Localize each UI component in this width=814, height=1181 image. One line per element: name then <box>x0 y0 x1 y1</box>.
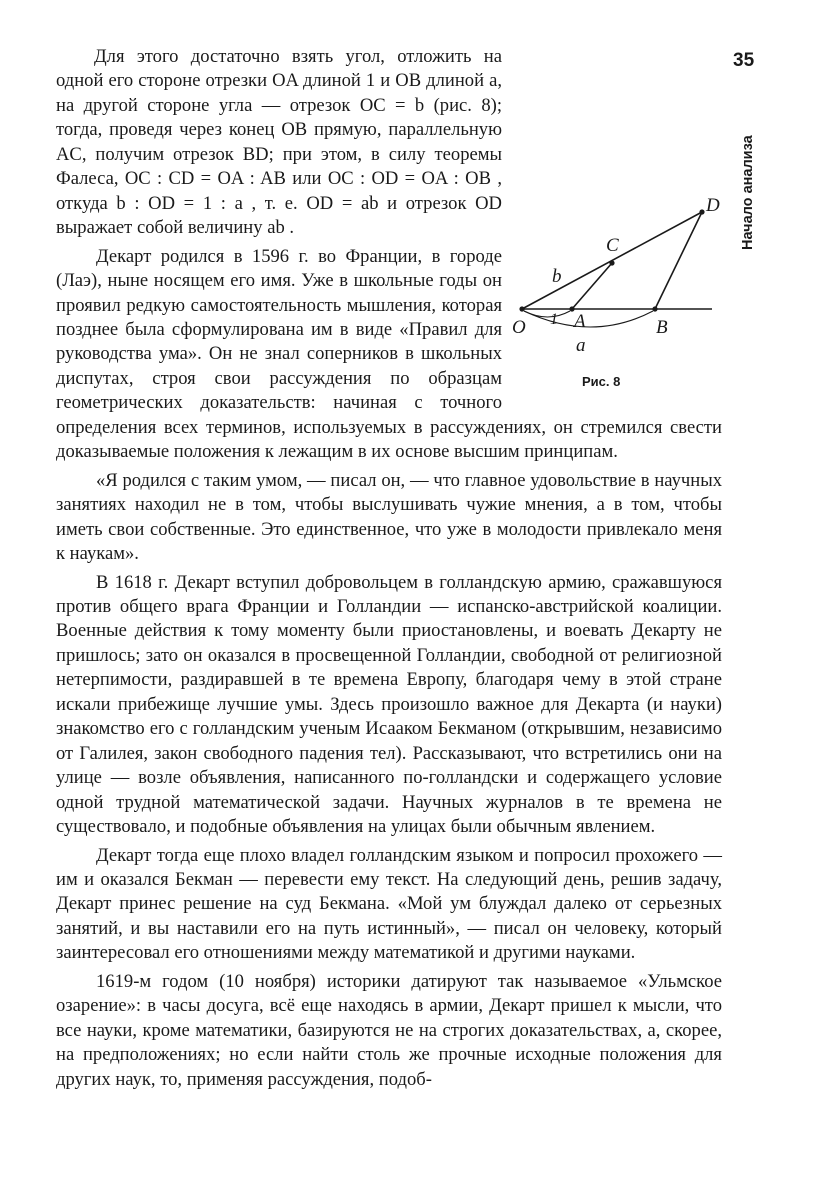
segment-ac <box>572 263 612 309</box>
label-a: A <box>574 311 586 332</box>
brace-one <box>524 311 570 317</box>
figure-caption: Рис. 8 <box>582 374 621 389</box>
body-text <box>56 45 722 1092</box>
label-c: C <box>606 235 619 256</box>
label-one: 1 <box>550 311 558 328</box>
paragraph-1: Для этого достаточно взять угол, отложить на одной его стороне отрезки OA длиной 1 и OB длиной a, на другой стороне угла — отрезок OC = b (рис. 8); тогда, проведя через конец OB прямую, параллельную AC, получим отрезок BD; при этом, в силу теоремы Фалеса, OC : CD = OA : AB или OC : OD = OA : OB , откуда b : OD = 1 : a , т. е. OD = ab и отрезок OD выражает собой величину ab . <box>56 46 502 239</box>
page-number: 35 <box>733 50 755 71</box>
paragraph-2: Декарт родился в 1596 г. во Франции, в городе (Лаэ), ныне носящем его имя. Уже в школьные годы он проявил редкую самостоятельность мышления, которая позднее была сформулирована им в виде «Правил для руководства ума». Он не знал соперников в школьных диспутах, строя свои рассуждения по образцам геометрических доказательств: начиная с точного определения всех терминов, используемых в рассуждениях, он стремился свести доказываемые положения к лежащим в их основе высшим принципам. <box>56 245 722 463</box>
label-b: B <box>656 317 668 338</box>
label-b-length: b <box>552 266 562 287</box>
point-b <box>652 306 657 311</box>
point-d <box>699 209 704 214</box>
geometry-diagram <box>512 181 722 361</box>
label-o: O <box>512 317 526 338</box>
segment-bd <box>655 212 702 309</box>
paragraph-4: В 1618 г. Декарт вступил добровольцем в голландскую армию, сражавшуюся против общего врага Франции и Голландии — испанско-австрийской коалиции. Военные действия к тому моменту были приостановлены, и воевать Декарту не пришлось; зато он оказался в просвещенной Голландии, свободной от религиозной нетерпимости, раздиравшей в те времена Европу, благодаря чему в этой стране искали прибежище лучшие умы. Здесь произошло важное для Декарта (и науки) знакомство его с голландским ученым Исааком Бекманом (открывшим, независимо от Галилея, закон свободного падения тел). Рассказывают, что встретились они на улице — возле объявления, написанного по-голландски и содержащего условие одной трудной математической задачи. Научных журналов в те времена не существовало, и подобные объявления на улицах были обычным явлением. <box>56 571 722 838</box>
figure-8 <box>512 123 722 401</box>
running-head-text: Начало анализа <box>740 135 756 250</box>
brace-a <box>524 311 653 327</box>
running-head <box>738 100 760 250</box>
label-a-length: a <box>576 335 586 356</box>
paragraph-5: Декарт тогда еще плохо владел голландским языком и попросил прохожего — им и оказался Бекман — перевести ему текст. На следующий день, решив задачу, Декарт принес решение на суд Бекмана. «Мой ум блуждал далеко от серьезных занятий, и вы наставили его на путь истинный», — писал он человеку, который заинтересовал его отношениями между математикой и другими науками. <box>56 844 722 964</box>
point-o <box>519 306 524 311</box>
paragraph-3: «Я родился с таким умом, — писал он, — что главное удовольствие в научных занятиях находил не в том, чтобы выслушивать чужие мнения, а в том, чтобы иметь свои собственные. Это единственное, что уже в молодости привлекало меня к наукам». <box>56 469 722 565</box>
paragraph-6: 1619-м годом (10 ноября) историки датируют так называемое «Ульмское озарение»: в часы досуга, всё еще находясь в армии, Декарт пришел к мысли, что все науки, кроме математики, базируются не на строгих доказательствах, а, скорее, на предположениях; но если найти столь же прочные исходные положения для других наук, то, применяя рассуждения, подоб- <box>56 970 722 1090</box>
label-d: D <box>706 195 720 216</box>
point-c <box>609 260 614 265</box>
